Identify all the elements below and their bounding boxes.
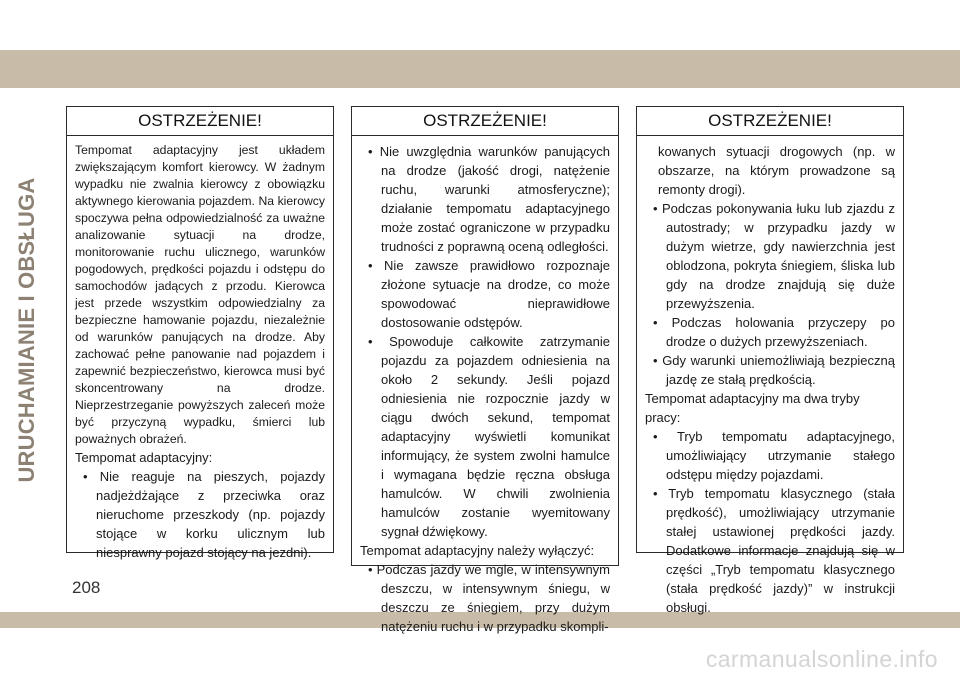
section-side-label: URUCHAMIANIE I OBSŁUGA (14, 177, 39, 483)
bullet-item: • Nie zawsze prawidłowo rozpoznaje złożone sytuacje na drodze, co może spowodować nieprawidłowe dostosowanie odstępów. (368, 258, 610, 330)
page-number: 208 (72, 578, 101, 597)
warning-title: OSTRZEŻENIE! (352, 107, 618, 136)
mode-item: • Tryb tempomatu klasycznego (stała prędkość), umożliwiający utrzymanie stałej ustawionej prędkości jazdy. Dodatkowe informacje znajdują się w części „Tryb tempomatu klasycznego (stała prędkość jazdy)” w instrukcji obsługi. (653, 486, 895, 615)
bullet-item: • Podczas jazdy we mgle, w intensywnym deszczu, w intensywnym śniegu, w deszczu ze śniegiem, przy dużym natężeniu ruchu i w przypadku skompli- (368, 562, 610, 634)
modes-intro: Tempomat adaptacyjny ma dwa tryby pracy: (645, 391, 860, 425)
warning-box-3 (636, 106, 904, 615)
intro-text: Tempomat adaptacyjny należy wyłączyć: (360, 543, 595, 558)
bullet-item: • Nie uwzględnia warunków panujących na drodze (jakość drogi, natężenie ruchu, warunki atmosferyczne); działanie tempomatu adaptacyjnego może zostać ograniczone w przypadku trudności z poprawną oceną odległości. (368, 144, 610, 254)
continuation-text: kowanych sytuacji drogowych (np. w obszarze, na którym prowadzone są remonty drogi). (658, 144, 895, 197)
warning-box-1 (66, 106, 334, 560)
bullet-item: • Spowoduje całkowite zatrzymanie pojazdu za pojazdem odniesienia na około 2 sekundy. Jeśli pojazd odniesienia nie rozpocznie jazdy w ciągu dwóch sekund, tempomat adaptacyjny wyświetli komunikat informujący, że system zwolni hamulce i wymagana będzie ręczna obsługa hamulców. W chwili zwolnienia hamulców zostanie wyemitowany sygnał dźwiękowy. (368, 334, 610, 539)
watermark: carmanualsonline.info (705, 646, 938, 672)
mode-item: • Tryb tempomatu adaptacyjnego, umożliwiający utrzymanie stałego odstępu między pojazdami. (653, 429, 895, 482)
bullet-item: • Nie reaguje na pieszych, pojazdy nadjeżdżające z przeciwka oraz nieruchome przeszkody (np. pojazdy stojące w korku ulicznym lub niesprawny pojazd stojący na jezdni). (83, 469, 325, 560)
warning-paragraph: Tempomat adaptacyjny jest układem zwiększającym komfort kierowcy. W żadnym wypadku nie zwalnia kierowcy z obowiązku aktywnego kierowania pojazdem. Na kierowcy spoczywa pełna odpowiedzialność za uważne analizowanie sytuacji na drodze, monitorowanie ruchu ulicznego, warunków pogodowych, prędkości pojazdu i odstępu do samochodów jadących z przodu. Kierowca jest przede wszystkim odpowiedzialny za bezpieczne hamowanie pojazdu, niezależnie od warunków panujących na drodze. Aby zachować pełne panowanie nad pojazdem i zapewnić bezpieczeństwo, kierowca musi być skoncentrowany na drodze. Nieprzestrzeganie powyższych zaleceń może być przyczyną wypadku, śmierci lub poważnych obrażeń. (75, 143, 325, 446)
warning-title: OSTRZEŻENIE! (637, 107, 903, 136)
top-band (0, 50, 960, 88)
bullet-item: • Podczas pokonywania łuku lub zjazdu z autostrady; w przypadku jazdy w dużym wietrze, gdy nawierzchnia jest oblodzona, pokryta śniegiem, śliska lub gdy na drodze znajdują się duże przewyższenia. (653, 201, 895, 311)
bullet-item: • Podczas holowania przyczepy po drodze o dużych przewyższeniach. (653, 315, 895, 349)
intro-text: Tempomat adaptacyjny: (75, 450, 213, 465)
bullet-item: • Gdy warunki uniemożliwiają bezpieczną jazdę ze stałą prędkością. (653, 353, 896, 387)
warning-title: OSTRZEŻENIE! (67, 107, 333, 136)
warning-box-2 (351, 106, 619, 634)
